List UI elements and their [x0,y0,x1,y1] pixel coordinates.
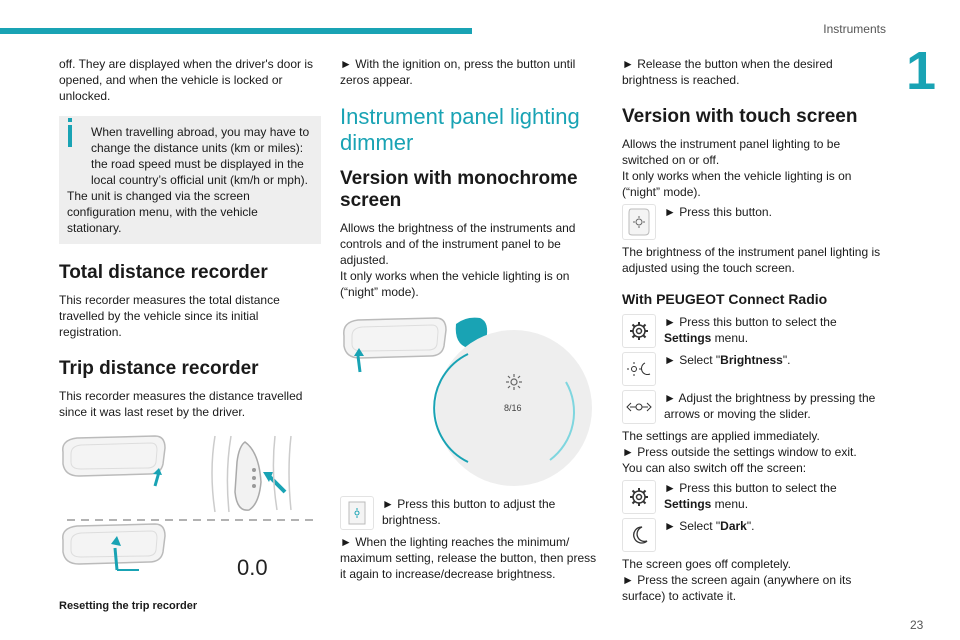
settings-step-row [622,314,887,348]
screen-off-text: The screen goes off completely. [622,557,791,571]
trip-recorder-text: This recorder measures the distance travelled since it was last reset by the driver. [59,389,303,419]
settings-gear-icon-2 [622,480,656,514]
page-number: 23 [910,618,924,632]
column-1 [59,56,321,614]
section-title: Instruments [823,22,886,36]
switch-off-text: You can also switch off the screen: [622,461,807,475]
radio-heading: With PEUGEOT Connect Radio [622,291,828,307]
info-line-2: The unit is changed via the screen configuration menu, with the vehicle stationary. [67,189,258,235]
brightness-button-icon [340,496,374,530]
applied-text: The settings are applied immediately. [622,429,820,443]
monochrome-text-1: Allows the brightness of the instruments and controls and of the instrument panel to be adjusted. [340,221,576,267]
release-instruction: ► When the lighting reaches the minimum/ maximum setting, release the button, then press it again to increase/decrease brightness. [340,535,597,581]
touch-button-icon [622,204,656,240]
brightness-step-text: ► Select "Brightness". [664,353,791,367]
brightness-step-row [622,352,887,386]
total-recorder-text: This recorder measures the total distance travelled by the vehicle since its initial registration. [59,293,280,339]
reactivate-text: ► Press the screen again (anywhere on its surface) to activate it. [622,573,852,603]
trip-recorder-heading: Trip distance recorder [59,358,259,379]
brightness-level: 8/16 [504,403,522,413]
settings-step-text: ► Press this button to select the Settings menu. [664,315,837,345]
column-2 [340,56,602,582]
touch-text-2: It only works when the vehicle lighting is on (“night” mode). [622,169,852,199]
total-recorder-heading: Total distance recorder [59,262,268,283]
touch-text-1: Allows the instrument panel lighting to be switched on or off. [622,137,841,167]
trip-reset-drawing [59,432,321,592]
reset-instruction: ► With the ignition on, press the button until zeros appear. [340,57,576,87]
monochrome-text-2: It only works when the vehicle lighting is on (“night” mode). [340,269,570,299]
trip-reset-illustration [59,432,321,592]
settings-gear-icon [622,314,656,348]
dark-step-row [622,518,887,552]
monochrome-heading: Version with monochrome screen [340,168,578,211]
dark-step-text: ► Select "Dark". [664,519,755,533]
touch-press-text: ► Press this button. [664,205,772,219]
header-accent-bar [0,28,472,34]
sun-moon-icon [622,352,656,386]
info-box [59,116,321,244]
brightness-drawing [340,312,602,486]
slider-step-row [622,390,887,424]
touch-screen-heading: Version with touch screen [622,106,858,127]
settings-step-text-2: ► Press this button to select the Settings menu. [664,481,837,511]
exit-text: ► Press outside the settings window to exit. [622,445,857,459]
release-desired-text: ► Release the button when the desired brightness is reached. [622,57,833,87]
settings-step-row-2 [622,480,887,514]
info-line-1: When travelling abroad, you may have to change the distance units (km or miles): the road speed must be displayed in the local country’s official unit (km/h or mph). [91,125,310,187]
touch-press-row [622,204,887,240]
press-brightness-text: ► Press this button to adjust the brightness. [382,497,556,527]
moon-icon [622,518,656,552]
trip-display-value: 0.0 [237,555,268,580]
brightness-illustration [340,312,602,486]
illustration-caption: Resetting the trip recorder [59,600,198,612]
slider-step-text: ► Adjust the brightness by pressing the arrows or moving the slider. [664,391,876,421]
slider-icon [622,390,656,424]
intro-paragraph: off. They are displayed when the driver's door is opened, and when the vehicle is locked or unlocked. [59,57,313,103]
touch-text-3: The brightness of the instrument panel lighting is adjusted using the touch screen. [622,245,881,275]
press-brightness-row [340,496,602,530]
info-icon [68,125,72,147]
dimmer-heading: Instrument panel lighting dimmer [340,104,580,155]
column-3 [622,56,887,604]
chapter-number: 1 [906,41,937,101]
